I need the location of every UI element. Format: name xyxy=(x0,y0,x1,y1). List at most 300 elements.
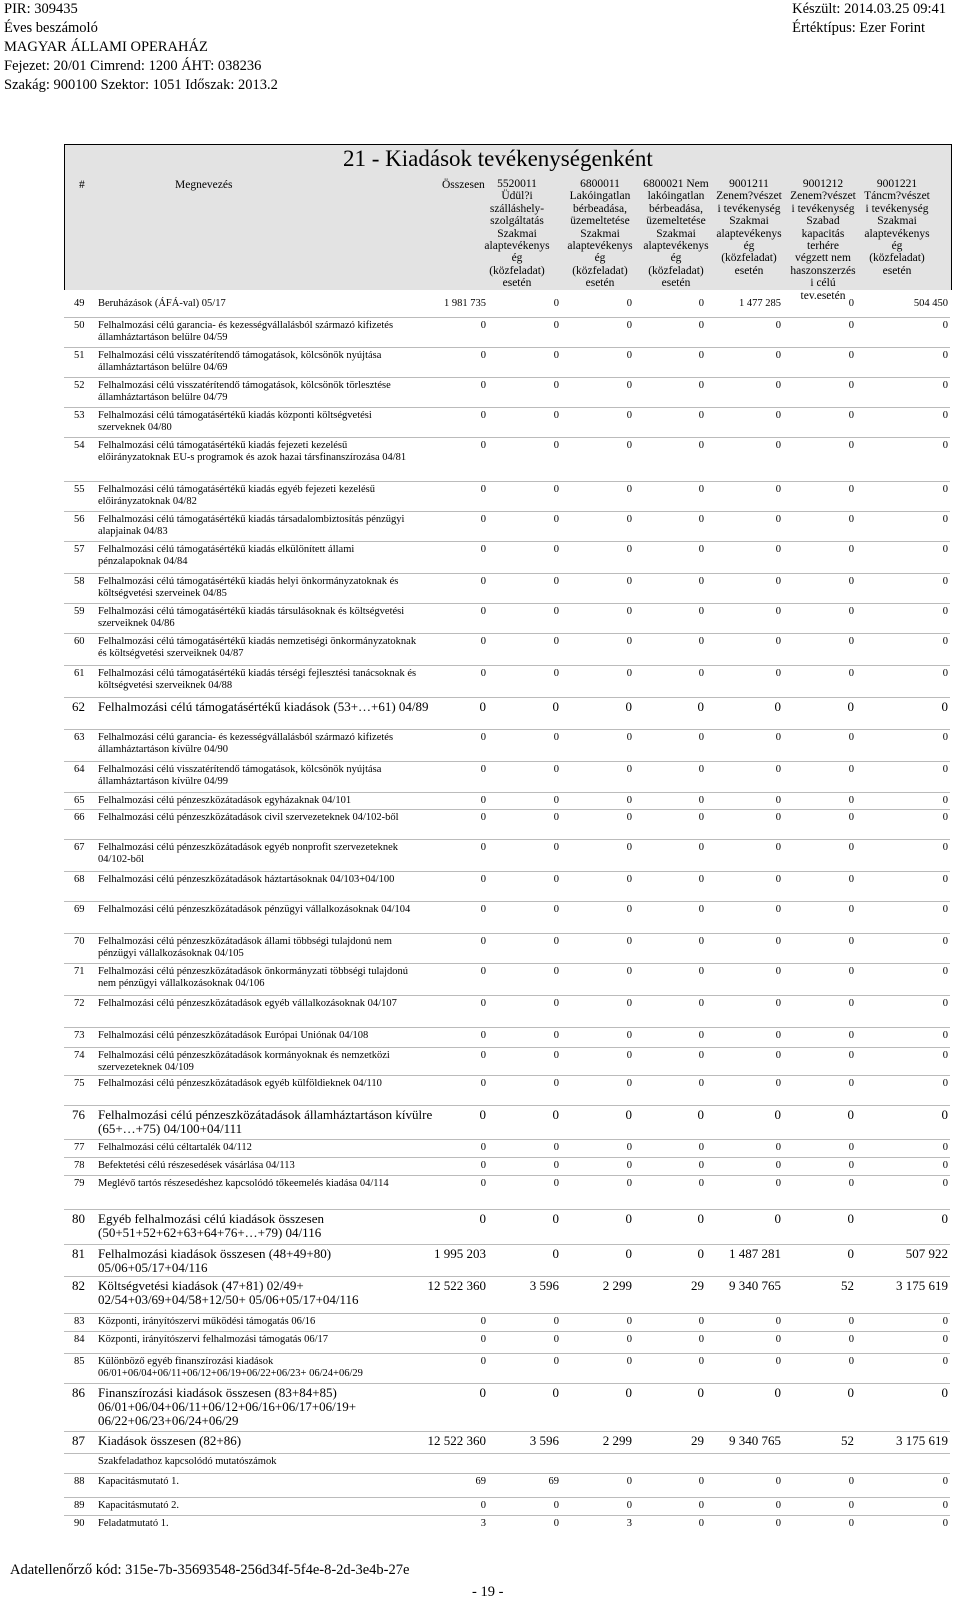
row-value: 0 xyxy=(848,1334,854,1345)
row-value: 0 xyxy=(553,842,559,853)
row-value: 0 xyxy=(775,410,781,421)
row-separator xyxy=(64,633,950,634)
row-value: 0 xyxy=(626,1500,632,1511)
row-value: 0 xyxy=(698,606,704,617)
row-number: 54 xyxy=(74,440,85,451)
row-value: 0 xyxy=(553,1518,559,1529)
row-description: Egyéb felhalmozási célú kiadások összesen (50+51+52+62+63+64+76+…+79) 04/116 xyxy=(98,1211,324,1240)
row-separator xyxy=(64,1453,950,1454)
row-value: 1 487 281 xyxy=(729,1246,781,1261)
row-number: 59 xyxy=(74,606,85,617)
row-value: 0 xyxy=(848,966,854,977)
col-hash: # xyxy=(79,179,85,191)
row-value: 0 xyxy=(697,1385,704,1400)
row-description: Felhalmozási célú pénzeszközátadások egyéb nonprofit szervezeteknek 04/102-ből xyxy=(98,842,398,865)
row-value: 0 xyxy=(552,1385,559,1400)
row-number: 62 xyxy=(72,699,85,714)
row-value: 3 xyxy=(480,1518,486,1529)
row-value: 0 xyxy=(698,1178,704,1189)
row-value: 0 xyxy=(942,440,948,451)
row-value: 0 xyxy=(848,668,854,679)
row-separator xyxy=(64,1075,950,1076)
row-value: 0 xyxy=(941,1211,948,1226)
row-value: 0 xyxy=(942,764,948,775)
column-header-6 xyxy=(859,178,935,277)
column-header-line: alaptevékenys xyxy=(567,240,633,253)
row-description: Kiadások összesen (82+86) xyxy=(98,1433,242,1448)
row-separator xyxy=(64,1175,950,1176)
row-value: 0 xyxy=(775,874,781,885)
row-value: 0 xyxy=(848,320,854,331)
row-value: 0 xyxy=(480,998,486,1009)
row-value: 0 xyxy=(480,1160,486,1171)
row-value: 0 xyxy=(942,1356,948,1367)
column-header-line: kapacitás xyxy=(801,227,845,240)
row-value: 0 xyxy=(848,606,854,617)
row-value: 0 xyxy=(775,1476,781,1487)
row-value: 29 xyxy=(691,1278,704,1293)
row-value: 0 xyxy=(698,636,704,647)
row-value: 0 xyxy=(698,904,704,915)
row-number: 67 xyxy=(74,842,85,853)
row-number: 69 xyxy=(74,904,85,915)
row-value: 0 xyxy=(626,1476,632,1487)
column-header-line: üzemeltetése xyxy=(570,215,630,228)
row-value: 0 xyxy=(848,998,854,1009)
column-header-line: ég xyxy=(594,252,606,265)
value-type-line: Értéktípus: Ezer Forint xyxy=(792,20,926,36)
row-value: 0 xyxy=(553,544,559,555)
column-header-line: alaptevékenys xyxy=(643,240,709,253)
row-value: 12 522 360 xyxy=(427,1278,486,1293)
row-separator xyxy=(64,573,950,574)
row-value: 0 xyxy=(553,1030,559,1041)
row-value: 0 xyxy=(775,795,781,806)
column-header-line: tev.esetén xyxy=(800,289,846,302)
row-value: 0 xyxy=(553,606,559,617)
row-value: 0 xyxy=(848,410,854,421)
row-value: 3 xyxy=(626,1518,632,1529)
row-value: 0 xyxy=(848,764,854,775)
row-value: 0 xyxy=(774,1385,781,1400)
row-value: 0 xyxy=(698,440,704,451)
row-value: 0 xyxy=(626,350,632,361)
row-description: Felhalmozási célú támogatásértékű kiadás fejezeti kezelésű előirányzatoknak EU-s programok és azok hazai társfinanszírozása 04/81 xyxy=(98,440,407,463)
row-value: 0 xyxy=(774,1211,781,1226)
row-description: Felhalmozási célú pénzeszközátadások kormányoknak és nemzetközi szervezeteknek 04/109 xyxy=(98,1050,390,1073)
row-value: 0 xyxy=(942,1160,948,1171)
column-header-line: Szakmai xyxy=(656,227,696,240)
row-description: Felhalmozási célú támogatásértékű kiadás központi költségvetési szerveknek 04/80 xyxy=(98,410,372,433)
row-value: 0 xyxy=(775,998,781,1009)
row-value: 0 xyxy=(626,606,632,617)
row-value: 0 xyxy=(942,1030,948,1041)
row-description: Befektetési célú részesedések vásárlása 04/113 xyxy=(98,1160,295,1171)
row-value: 0 xyxy=(480,668,486,679)
row-separator xyxy=(64,1276,950,1277)
row-value: 0 xyxy=(848,544,854,555)
row-separator xyxy=(64,1353,950,1354)
row-value: 0 xyxy=(941,699,948,714)
column-header-line: Szakmai xyxy=(729,215,769,228)
row-number: 85 xyxy=(74,1356,85,1367)
column-header-line: végzett nem xyxy=(795,252,851,265)
row-value: 1 477 285 xyxy=(739,298,781,309)
row-value: 0 xyxy=(480,1142,486,1153)
row-value: 0 xyxy=(848,1050,854,1061)
row-description: Felhalmozási célú pénzeszközátadások háztartásoknak 04/103+04/100 xyxy=(98,874,395,885)
row-description: Felhalmozási kiadások összesen (48+49+80) 05/06+05/17+04/116 xyxy=(98,1246,332,1275)
row-number: 86 xyxy=(72,1385,85,1400)
column-header-line: Táncm?vészet xyxy=(864,190,930,203)
row-separator xyxy=(64,347,950,348)
row-value: 0 xyxy=(480,320,486,331)
row-value: 0 xyxy=(775,514,781,525)
column-header-line: i tevékenység xyxy=(717,202,781,215)
row-number: 58 xyxy=(74,576,85,587)
row-value: 0 xyxy=(942,636,948,647)
row-value: 0 xyxy=(480,936,486,947)
row-value: 0 xyxy=(553,874,559,885)
row-value: 0 xyxy=(480,514,486,525)
row-separator xyxy=(64,933,950,934)
row-number: 84 xyxy=(74,1334,85,1345)
row-value: 0 xyxy=(626,1316,632,1327)
row-value: 0 xyxy=(848,1142,854,1153)
row-value: 0 xyxy=(626,320,632,331)
row-number: 77 xyxy=(74,1142,85,1153)
column-header-3 xyxy=(638,178,714,290)
row-description: Felhalmozási célú pénzeszközátadások Európai Uniónak 04/108 xyxy=(98,1030,369,1041)
row-value: 0 xyxy=(942,1316,948,1327)
row-number: 61 xyxy=(74,668,85,679)
row-value: 0 xyxy=(942,410,948,421)
column-header-line: esetén xyxy=(661,277,691,290)
column-header-line: 6800021 Nem xyxy=(643,178,709,190)
organization-line: MAGYAR ÁLLAMI OPERAHÁZ xyxy=(4,39,208,55)
row-value: 0 xyxy=(553,636,559,647)
row-value: 0 xyxy=(625,1246,632,1261)
row-value: 0 xyxy=(942,795,948,806)
row-separator xyxy=(64,901,950,902)
row-value: 0 xyxy=(848,350,854,361)
row-value: 0 xyxy=(552,699,559,714)
row-value: 0 xyxy=(698,320,704,331)
column-header-line: esetén xyxy=(734,264,764,277)
column-header-line: bérbeadása, xyxy=(573,202,627,215)
row-number: 57 xyxy=(74,544,85,555)
row-value: 0 xyxy=(480,1030,486,1041)
row-value: 0 xyxy=(847,1107,854,1122)
row-value: 0 xyxy=(848,732,854,743)
row-separator xyxy=(64,437,950,438)
row-value: 3 596 xyxy=(529,1433,559,1448)
column-header-line: bérbeadása, xyxy=(649,202,703,215)
column-header-line: Zenem?vészet xyxy=(790,190,856,203)
row-description: Felhalmozási célú pénzeszközátadások civil szervezeteknek 04/102-ből xyxy=(98,812,399,823)
row-description: Felhalmozási célú támogatásértékű kiadások (53+…+61) 04/89 xyxy=(98,699,429,714)
row-value: 0 xyxy=(942,668,948,679)
row-value: 0 xyxy=(626,484,632,495)
row-description: Felhalmozási célú támogatásértékű kiadás helyi önkormányzatoknak és költségvetési szerveinek 04/85 xyxy=(98,576,399,599)
row-value: 0 xyxy=(626,874,632,885)
row-value: 0 xyxy=(942,998,948,1009)
row-value: 0 xyxy=(626,1142,632,1153)
row-value: 0 xyxy=(552,1246,559,1261)
row-value: 0 xyxy=(625,1385,632,1400)
column-header-line: Szakmai xyxy=(497,227,537,240)
row-value: 0 xyxy=(697,1246,704,1261)
row-value: 0 xyxy=(626,904,632,915)
row-value: 0 xyxy=(848,1476,854,1487)
row-description: Beruházások (ÁFÁ-val) 05/17 xyxy=(98,298,226,309)
row-value: 0 xyxy=(553,484,559,495)
row-value: 0 xyxy=(698,544,704,555)
row-value: 0 xyxy=(942,1178,948,1189)
column-header-line: Szakmai xyxy=(580,227,620,240)
column-header-line: 6800011 xyxy=(580,178,620,190)
column-header-line: (közfeladat) xyxy=(721,252,777,265)
row-value: 0 xyxy=(553,1078,559,1089)
document-header-left xyxy=(4,0,278,95)
row-value: 0 xyxy=(626,1178,632,1189)
row-value: 0 xyxy=(480,812,486,823)
row-value: 0 xyxy=(480,1178,486,1189)
row-value: 0 xyxy=(626,1050,632,1061)
row-value: 9 340 765 xyxy=(729,1278,781,1293)
row-description: Felhalmozási célú visszatérítendő támogatások, kölcsönök nyújtása államháztartáson kívülre 04/99 xyxy=(98,764,382,787)
row-value: 0 xyxy=(848,1030,854,1041)
row-separator xyxy=(64,1515,950,1516)
row-value: 0 xyxy=(698,1316,704,1327)
row-value: 0 xyxy=(553,1160,559,1171)
row-value: 0 xyxy=(942,812,948,823)
row-value: 0 xyxy=(480,636,486,647)
row-value: 0 xyxy=(775,1078,781,1089)
row-number: 52 xyxy=(74,380,85,391)
row-value: 0 xyxy=(848,576,854,587)
row-separator xyxy=(64,407,950,408)
row-value: 0 xyxy=(698,1356,704,1367)
column-header-line: 9001211 xyxy=(729,178,769,190)
row-value: 0 xyxy=(480,966,486,977)
column-header-line: (közfeladat) xyxy=(869,252,925,265)
column-header-line: szálláshely- xyxy=(489,202,545,215)
row-value: 0 xyxy=(698,1142,704,1153)
row-value: 0 xyxy=(942,1334,948,1345)
column-header-line: haszonszerzés xyxy=(790,264,856,277)
row-value: 0 xyxy=(626,1356,632,1367)
row-value: 0 xyxy=(775,1356,781,1367)
row-value: 0 xyxy=(553,1050,559,1061)
row-description: Feladatmutató 1. xyxy=(98,1518,169,1529)
row-number: 66 xyxy=(74,812,85,823)
row-value: 1 981 735 xyxy=(444,298,486,309)
row-value: 0 xyxy=(553,936,559,947)
row-value: 2 299 xyxy=(602,1433,632,1448)
row-separator xyxy=(64,729,950,730)
row-value: 0 xyxy=(480,410,486,421)
row-value: 0 xyxy=(848,1500,854,1511)
row-separator xyxy=(64,792,950,793)
row-value: 0 xyxy=(942,874,948,885)
row-value: 0 xyxy=(848,812,854,823)
column-header-2 xyxy=(562,178,638,290)
col-name: Megnevezés xyxy=(175,179,233,191)
row-value: 0 xyxy=(698,1334,704,1345)
row-value: 0 xyxy=(848,484,854,495)
row-value: 0 xyxy=(626,380,632,391)
row-separator xyxy=(64,511,950,512)
row-separator xyxy=(64,839,950,840)
row-number: 51 xyxy=(74,350,85,361)
row-value: 0 xyxy=(697,699,704,714)
row-value: 0 xyxy=(626,1030,632,1041)
row-value: 52 xyxy=(841,1433,854,1448)
row-description: Felhalmozási célú pénzeszközátadások állami többségi tulajdonú nem pénzügyi vállalkozásoknak 04/105 xyxy=(98,936,392,959)
row-number: 88 xyxy=(74,1476,85,1487)
row-value: 0 xyxy=(775,904,781,915)
row-description: Felhalmozási célú pénzeszközátadások pénzügyi vállalkozásoknak 04/104 xyxy=(98,904,411,915)
row-value: 0 xyxy=(942,544,948,555)
column-header-line: Lakóingatlan xyxy=(569,190,631,203)
column-header-line: 9001212 xyxy=(802,178,844,190)
row-value: 0 xyxy=(775,1160,781,1171)
row-description: Kapacitásmutató 1. xyxy=(98,1476,180,1487)
row-number: 71 xyxy=(74,966,85,977)
page-number: - 19 - xyxy=(472,1584,504,1600)
row-description: Felhalmozási célú támogatásértékű kiadás egyéb fejezeti kezelésű előirányzatoknak 04/82 xyxy=(98,484,375,507)
row-description: Felhalmozási célú céltartalék 04/112 xyxy=(98,1142,252,1153)
row-value: 0 xyxy=(698,484,704,495)
row-value: 0 xyxy=(942,514,948,525)
row-value: 0 xyxy=(775,1178,781,1189)
row-value: 0 xyxy=(775,350,781,361)
row-value: 0 xyxy=(775,966,781,977)
row-value: 0 xyxy=(480,350,486,361)
row-number: 72 xyxy=(74,998,85,1009)
row-description: Felhalmozási célú garancia- és kezességvállalásból származó kifizetés államháztartáson kívülre 04/90 xyxy=(98,732,394,755)
row-separator xyxy=(64,995,950,996)
row-separator xyxy=(64,1244,950,1245)
column-header-line: (közfeladat) xyxy=(648,264,704,277)
column-header-line: esetén xyxy=(502,277,532,290)
row-separator xyxy=(64,1027,950,1028)
row-value: 52 xyxy=(841,1278,854,1293)
row-number: 50 xyxy=(74,320,85,331)
row-separator xyxy=(64,1047,950,1048)
row-value: 0 xyxy=(942,1142,948,1153)
row-value: 0 xyxy=(775,544,781,555)
row-description: Felhalmozási célú visszatérítendő támogatások, kölcsönök törlesztése államháztartáson belülre 04/79 xyxy=(98,380,391,403)
row-value: 0 xyxy=(775,576,781,587)
row-value: 0 xyxy=(942,842,948,853)
column-header-4 xyxy=(711,178,787,277)
row-value: 0 xyxy=(480,732,486,743)
row-value: 0 xyxy=(480,544,486,555)
row-value: 0 xyxy=(775,936,781,947)
column-header-line: esetén xyxy=(585,277,615,290)
row-value: 0 xyxy=(775,440,781,451)
row-value: 0 xyxy=(553,998,559,1009)
sector-line: Szakág: 900100 Szektor: 1051 Időszak: 2013.2 xyxy=(4,77,278,93)
row-value: 0 xyxy=(942,484,948,495)
column-header-line: ég xyxy=(511,252,523,265)
row-number: 60 xyxy=(74,636,85,647)
row-value: 0 xyxy=(479,1107,486,1122)
row-value: 0 xyxy=(698,1476,704,1487)
row-value: 0 xyxy=(552,1211,559,1226)
row-description: Különböző egyéb finanszírozási kiadások 06/01+06/04+06/11+06/12+06/19+06/22+06/23+ 06/24+06/29 xyxy=(98,1356,363,1379)
row-value: 0 xyxy=(479,1211,486,1226)
column-header-1 xyxy=(479,178,555,290)
row-separator xyxy=(64,481,950,482)
row-number: 81 xyxy=(72,1246,85,1261)
row-value: 0 xyxy=(480,1078,486,1089)
created-line: Készült: 2014.03.25 09:41 xyxy=(792,1,946,17)
row-value: 0 xyxy=(553,1178,559,1189)
row-description: Finanszírozási kiadások összesen (83+84+85) 06/01+06/04+06/11+06/12+06/16+06/17+06/19+ 06/22+06/23+06/24+06/29 xyxy=(98,1385,357,1428)
row-separator xyxy=(64,809,950,810)
row-separator xyxy=(64,963,950,964)
column-header-line: ég xyxy=(743,240,755,253)
row-value: 0 xyxy=(626,440,632,451)
row-number: 63 xyxy=(74,732,85,743)
row-number: 82 xyxy=(72,1278,85,1293)
row-value: 0 xyxy=(848,874,854,885)
row-value: 0 xyxy=(698,795,704,806)
row-value: 0 xyxy=(553,668,559,679)
row-value: 0 xyxy=(553,812,559,823)
row-value: 0 xyxy=(775,1030,781,1041)
row-value: 0 xyxy=(697,1211,704,1226)
row-number: 49 xyxy=(74,298,85,309)
row-value: 507 922 xyxy=(905,1246,948,1261)
column-header-line: Üdül?i xyxy=(501,190,533,203)
row-value: 0 xyxy=(775,320,781,331)
row-number: 74 xyxy=(74,1050,85,1061)
row-value: 0 xyxy=(847,1385,854,1400)
row-value: 0 xyxy=(941,1385,948,1400)
row-value: 0 xyxy=(775,668,781,679)
row-description: Felhalmozási célú garancia- és kezességvállalásból származó kifizetés államháztartáson belülre 04/59 xyxy=(98,320,394,343)
row-value: 0 xyxy=(775,1334,781,1345)
row-description: Felhalmozási célú támogatásértékű kiadás társadalombiztosítás pénzügyi alapjainak 04/83 xyxy=(98,514,405,537)
row-value: 0 xyxy=(698,966,704,977)
table-header xyxy=(64,144,952,302)
row-value: 0 xyxy=(775,1500,781,1511)
row-value: 0 xyxy=(775,1050,781,1061)
row-value: 0 xyxy=(775,842,781,853)
row-value: 0 xyxy=(552,1107,559,1122)
row-number: 53 xyxy=(74,410,85,421)
row-value: 3 175 619 xyxy=(896,1278,948,1293)
row-value: 0 xyxy=(480,1356,486,1367)
row-value: 0 xyxy=(698,842,704,853)
row-separator xyxy=(64,665,950,666)
row-value: 0 xyxy=(698,998,704,1009)
row-value: 0 xyxy=(626,842,632,853)
row-value: 0 xyxy=(848,936,854,947)
row-description: Felhalmozási célú visszatérítendő támogatások, kölcsönök nyújtása államháztartáson belülre 04/69 xyxy=(98,350,382,373)
row-value: 0 xyxy=(553,320,559,331)
row-value: 0 xyxy=(847,1211,854,1226)
row-value: 0 xyxy=(625,699,632,714)
table-title: 21 - Kiadások tevékenységenként xyxy=(343,146,653,171)
row-value: 0 xyxy=(626,514,632,525)
row-value: 0 xyxy=(553,1316,559,1327)
row-value: 0 xyxy=(553,298,559,309)
